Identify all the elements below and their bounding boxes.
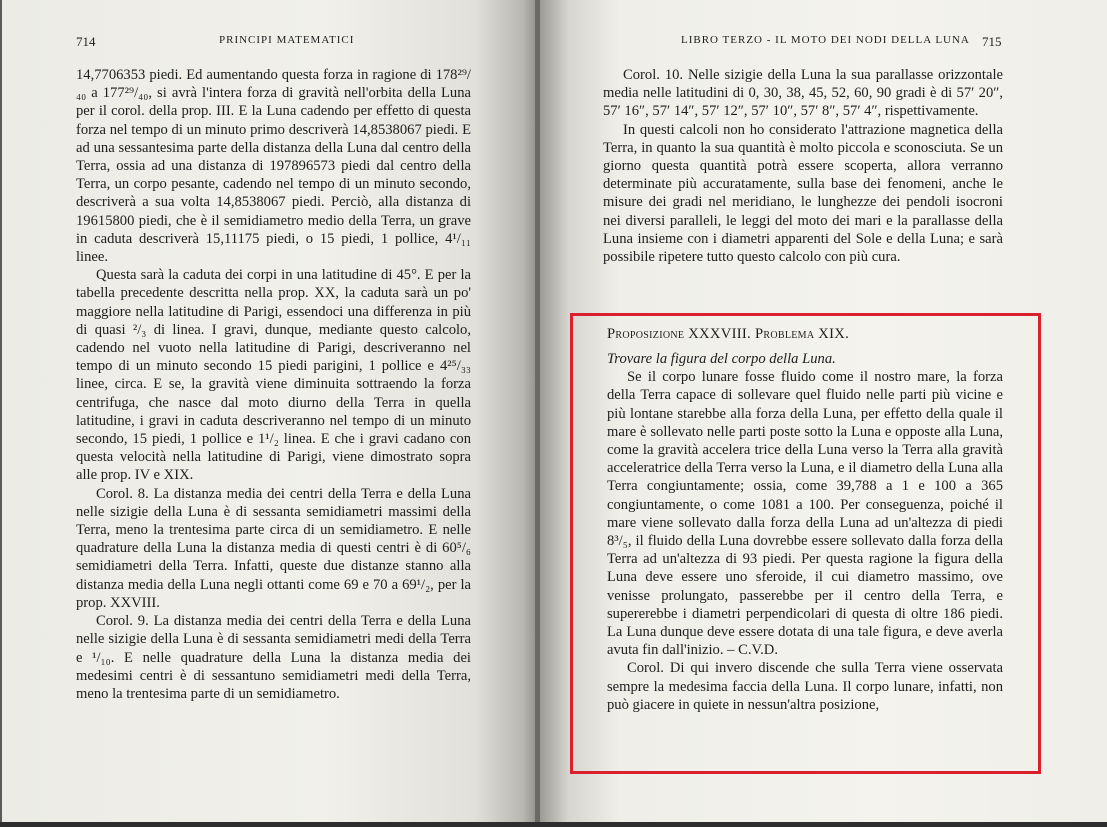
highlight-box bbox=[570, 313, 1041, 774]
right-running-head: LIBRO TERZO - IL MOTO DEI NODI DELLA LUNA bbox=[681, 34, 970, 46]
paragraph: In questi calcoli non ho considerato l'attrazione magnetica della Terra, in quanto la sua quantità è molto piccola e sconosciuta. Se un giorno questa quantità potrà essere scoperta, allora verranno determinate più accuratamente, sulla base dei fenomeni, anche le misure dei gradi nel meridiano, le lunghezze dei pendoli isocroni nei diversi paralleli, le leggi del moto dei mari e la parallasse della Luna insieme con i diametri apparenti del Sole e della Luna; e sarà possibile ripetere tutto questo calcolo con più cura. bbox=[603, 121, 1003, 266]
right-page-number: 715 bbox=[982, 34, 1002, 49]
right-body-text bbox=[603, 66, 1003, 266]
left-page bbox=[0, 0, 539, 822]
left-running-head: PRINCIPI MATEMATICI bbox=[219, 34, 355, 46]
left-body-text bbox=[76, 66, 471, 703]
paragraph: Se il corpo lunare fosse fluido come il nostro mare, la forza della Terra capace di sollevare quel fluido nelle parti più vicine e più lontane starebbe alla forza della Luna, per effetto della quale il mare è sollevato nelle parti poste sotto la Luna e opposte alla Luna, come la gravità accelera trice della Luna verso la Terra alla gravità acceleratrice della Terra verso la Luna, e il diametro della Luna alla Terra congiuntamente; ossia, come 39,788 a 1 e 100 a 365 congiuntamente, o come 1081 a 100. Per conseguenza, poiché il mare viene sollevato dalla forza della Luna ad un'altezza di piedi 8³/₅, il fluido della Luna dovrebbe essere sollevato dalla forza della Terra ad un'altezza di 93 piedi. Per questa ragione la figura della Luna deve essere uno sferoide, il cui diametro massimo, ove venisse prolungato, passerebbe per il centro della Terra, e supererebbe i diametri perpendicolari di questa di oltre 186 piedi. La Luna dunque deve essere dotata di una tale figura, e deve averla avuta fin dall'inizio. – C.V.D. bbox=[607, 369, 1003, 659]
paragraph: Corol. 8. La distanza media dei centri della Terra e della Luna nelle sizigie della Luna è di sessanta semidiametri massimi della Terra, meno la trentesima parte circa di un semidiametro. E nelle quadrature della Luna la distanza media di questi centri è di 60⁵/₆ semidiametri della Terra. Infatti, queste due distanze stanno alla distanza media della Luna negli ottanti come 69 e 70 a 69¹/₂, per la prop. XXVIII. bbox=[76, 485, 471, 611]
paragraph: Corol. 9. La distanza media dei centri della Terra e della Luna nelle sizigie della Luna è di sessanta semidiametri medi della Terra e ¹/₁₀. E nelle quadrature della Luna la distanza media dei medesimi centri è di sessantuno semidiametri medi della Terra, meno la trentesima parte di un semidiametro. bbox=[76, 613, 471, 702]
paragraph: Questa sarà la caduta dei corpi in una latitudine di 45°. E per la tabella precedente descritta nella prop. XX, la caduta sarà un po' maggiore nella latitudine di Parigi, essendoci una differenza in più di quasi ²/₃ di linea. I gravi, dunque, mediante questo calcolo, cadendo nel vuoto nella latitudine di Parigi, descriveranno nel tempo di un minuto secondo 15 piedi parigini, 1 pollice e 4²⁵/₃₃ linee, circa. E se, la gravità viene diminuita sottraendo la forza centrifuga, che nasce dal moto diurno della Terra in quella latitudine, i gravi in caduta descriveranno nel tempo di un minuto secondo, 15 piedi, 1 pollice e 1¹/₂ linea. E che i gravi cadano con questa velocità nella latitudine di Parigi, viene dimostrato sopra alle prop. IV e XIX. bbox=[76, 267, 471, 484]
left-page-number: 714 bbox=[76, 34, 96, 49]
bottom-edge bbox=[0, 822, 1107, 827]
proposition-heading: Proposizione XXXVIII. Problema XIX. bbox=[607, 326, 850, 342]
paragraph: Corol. 10. Nelle sizigie della Luna la sua parallasse orizzontale media nelle latitudini di 0, 30, 38, 45, 52, 60, 90 gradi è di 57′ 20″, 57′ 16″, 57′ 14″, 57′ 12″, 57′ 10″, 57′ 8″, 57′ 4″, rispettivamente. bbox=[603, 67, 1003, 120]
paragraph: Corol. Di qui invero discende che sulla Terra viene osservata sempre la medesima faccia della Luna. Il corpo lunare, infatti, non può giacere in quiete in nessun'altra posizione, bbox=[607, 660, 1003, 713]
paragraph: 14,7706353 piedi. Ed aumentando questa forza in ragione di 178²⁹/₄₀ a 177²⁹/₄₀, si avrà l'intera forza di gravità nell'orbita della Luna per il corol. della prop. III. E la Luna cadendo per effetto di questa forza nel tempo di un minuto primo descriverà 14,8538067 piedi. E ad una sessantesima parte della distanza della Luna dal centro della Terra, ossia ad una distanza di 197896573 piedi dal centro della Terra, un corpo pesante, cadendo nel tempo di un minuto secondo, descriverà a sua volta 14,8538067 piedi. Perciò, alla distanza di 19615800 piedi, che è il semidiametro medio della Terra, un grave in caduta descriverà 15,11175 piedi, o 15 piedi, 1 pollice, 4¹/₁₁ linee. bbox=[76, 67, 471, 266]
proposition-subtitle: Trovare la figura del corpo della Luna. bbox=[607, 351, 836, 367]
